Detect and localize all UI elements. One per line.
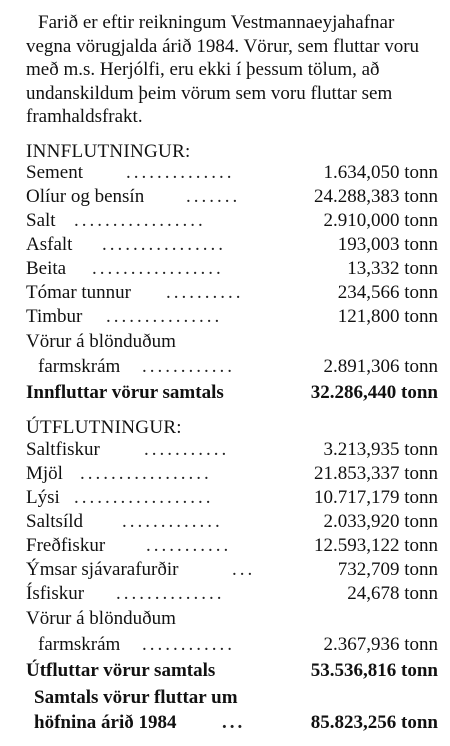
row-value: 193,003 tonn [337, 234, 438, 255]
dot-leader: ............ [142, 356, 235, 377]
row-value: 2.367,936 tonn [323, 634, 438, 655]
row-value: 24,678 tonn [347, 583, 438, 604]
export-row-farmskram [26, 633, 438, 657]
grand-total-label-line2: höfnina árið 1984 [34, 712, 177, 733]
grand-total-label-line1: Samtals vörur fluttar um [34, 687, 238, 708]
export-row-saltfiskur [26, 438, 438, 462]
dot-leader: ........... [146, 535, 232, 556]
dot-leader: ................. [80, 463, 212, 484]
row-label: Asfalt [26, 234, 73, 255]
row-label: Ýmsar sjávarafurðir [26, 559, 179, 580]
row-label: Salt [26, 210, 56, 231]
dot-leader: ... [222, 712, 246, 733]
row-label: Ísfiskur [26, 583, 85, 604]
import-row-oliur [26, 185, 438, 209]
dot-leader: ... [232, 559, 256, 580]
dot-leader: ............ [142, 634, 235, 655]
import-row-salt [26, 209, 438, 233]
export-row-ymsar [26, 558, 438, 582]
intro-paragraph: Farið er eftir reikningum Vestmannaeyjahafnar vegna vörugjalda árið 1984. Vörur, sem fluttar voru með m.s. Herjólfi, eru ekki í þessum tölum, að undanskildum þeim vörum sem voru fluttar sem framhaldsfrakt. [26, 12, 420, 127]
row-value: 2.910,000 tonn [323, 210, 438, 231]
export-row-blandadar [26, 607, 438, 631]
row-value: 234,566 tonn [337, 282, 438, 303]
exports-total-value: 53.536,816 tonn [310, 660, 438, 681]
import-row-asfalt [26, 233, 438, 257]
import-row-sement [26, 161, 438, 185]
import-row-timbur [26, 305, 438, 329]
dot-leader: ............... [106, 306, 223, 327]
dot-leader: ............. [122, 511, 223, 532]
import-row-blandadar [26, 330, 438, 354]
dot-leader: ................. [74, 210, 206, 231]
dot-leader: .......... [166, 282, 244, 303]
exports-total-row [26, 659, 438, 683]
import-row-tomar-tunnur [26, 281, 438, 305]
dot-leader: .............. [116, 583, 225, 604]
row-label: Saltfiskur [26, 439, 100, 460]
dot-leader: ................. [92, 258, 224, 279]
row-label: Mjöl [26, 463, 63, 484]
export-row-saltsild [26, 510, 438, 534]
row-label: Sement [26, 162, 83, 183]
row-label: Freðfiskur [26, 535, 106, 556]
imports-total-label: Innfluttar vörur samtals [26, 382, 224, 403]
row-value: 21.853,337 tonn [313, 463, 438, 484]
row-label: Beita [26, 258, 67, 279]
row-value: 732,709 tonn [337, 559, 438, 580]
row-value: 2.033,920 tonn [323, 511, 438, 532]
row-label: Saltsíld [26, 511, 84, 532]
exports-heading: ÚTFLUTNINGUR: [26, 417, 182, 438]
import-row-farmskram [26, 355, 438, 379]
row-value: 3.213,935 tonn [323, 439, 438, 460]
row-label: Tómar tunnur [26, 282, 132, 303]
row-label: Lýsi [26, 487, 60, 508]
row-value: 2.891,306 tonn [323, 356, 438, 377]
row-label: farmskrám [38, 634, 121, 655]
row-value: 10.717,179 tonn [313, 487, 438, 508]
imports-total-value: 32.286,440 tonn [310, 382, 438, 403]
grand-total-row [26, 711, 438, 735]
row-label: Timbur [26, 306, 83, 327]
row-value: 121,800 tonn [337, 306, 438, 327]
export-row-isfiskur [26, 582, 438, 606]
row-label: Vörur á blönduðum [26, 608, 176, 629]
grand-total-value: 85.823,256 tonn [310, 712, 438, 733]
imports-total-row [26, 381, 438, 405]
row-value: 12.593,122 tonn [313, 535, 438, 556]
row-value: 24.288,383 tonn [313, 186, 438, 207]
export-row-lysi [26, 486, 438, 510]
dot-leader: ........... [144, 439, 230, 460]
dot-leader: .................. [74, 487, 214, 508]
import-row-beita [26, 257, 438, 281]
row-label: Olíur og bensín [26, 186, 145, 207]
dot-leader: ................ [102, 234, 226, 255]
imports-heading: INNFLUTNINGUR: [26, 141, 191, 162]
dot-leader: .............. [126, 162, 235, 183]
export-row-fredfiskur [26, 534, 438, 558]
row-value: 13,332 tonn [347, 258, 438, 279]
export-row-mjol [26, 462, 438, 486]
row-label: farmskrám [38, 356, 121, 377]
dot-leader: ....... [186, 186, 241, 207]
row-value: 1.634,050 tonn [323, 162, 438, 183]
exports-total-label: Útfluttar vörur samtals [26, 660, 216, 681]
row-label: Vörur á blönduðum [26, 331, 176, 352]
